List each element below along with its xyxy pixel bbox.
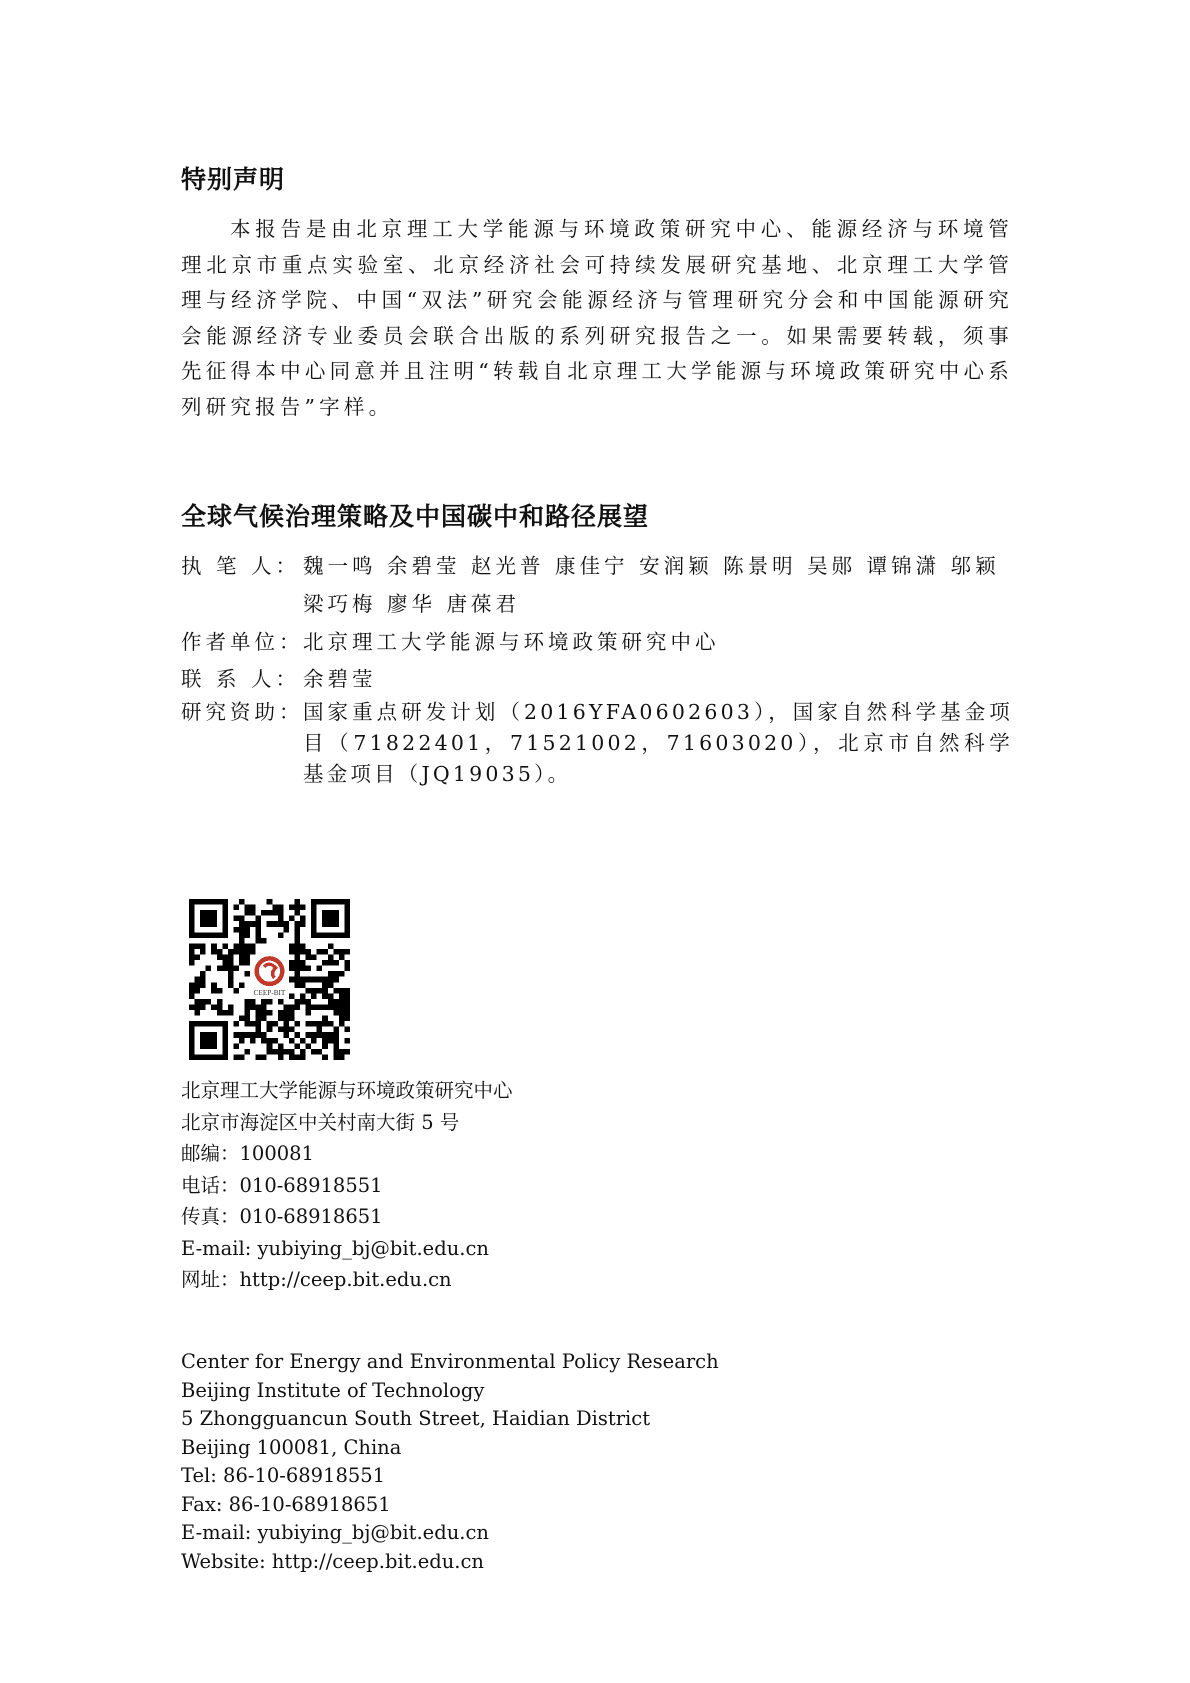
cn-website: 网址：http://ceep.bit.edu.cn <box>181 1268 452 1291</box>
cn-email: E-mail: yubiying_bj@bit.edu.cn <box>181 1236 489 1260</box>
cn-address-line: 北京市海淀区中关村南大街 5 号 <box>181 1110 460 1134</box>
cn-phone: 电话：010-68918551 <box>181 1173 383 1197</box>
affiliation-value: 北京理工大学能源与环境政策研究中心 <box>303 630 720 654</box>
authors-label: 执 笔 人： <box>181 554 301 578</box>
en-fax: Fax: 86-10-68918651 <box>181 1492 391 1516</box>
svg-text:CEEP-BIT: CEEP-BIT <box>253 989 286 998</box>
en-address-line: Center for Energy and Environmental Policy Research <box>181 1350 719 1373</box>
en-address-line: 5 Zhongguancun South Street, Haidian District <box>181 1407 651 1430</box>
cn-address-line: 北京理工大学能源与环境政策研究中心 <box>181 1079 513 1102</box>
qr-code-icon <box>189 899 350 1060</box>
chinese-address-block <box>181 1075 513 1296</box>
contact-label: 联 系 人： <box>181 667 301 691</box>
contact-value: 余碧莹 <box>303 667 377 691</box>
en-website: Website: http://ceep.bit.edu.cn <box>181 1549 484 1573</box>
report-title: 全球气候治理策略及中国碳中和路径展望 <box>181 502 650 531</box>
affiliation-label: 作者单位： <box>181 630 304 654</box>
ceep-logo <box>250 955 289 999</box>
cn-fax: 传真：010-68918651 <box>181 1205 383 1228</box>
declaration-title: 特别声明 <box>181 165 286 194</box>
funding-label: 研究资助： <box>181 700 304 724</box>
cn-postcode: 邮编：100081 <box>181 1142 314 1165</box>
en-address-line: Beijing 100081, China <box>181 1435 402 1459</box>
en-email: E-mail: yubiying_bj@bit.edu.cn <box>181 1521 489 1544</box>
funding-value: 国家重点研发计划（2016YFA0602603），国家自然科学基金项目（71822401，71521002，71603020），北京市自然科学基金项目（JQ19035）。 <box>303 700 1013 786</box>
declaration-body: 本报告是由北京理工大学能源与环境政策研究中心、能源经济与环境管理北京市重点实验室、北京经济社会可持续发展研究基地、北京理工大学管理与经济学院、中国“双法”研究会能源经济与管理研究分会和中国能源研究会能源经济专业委员会联合出版的系列研究报告之一。如果需要转载，须事先征得本中心同意并且注明“转载自北京理工大学能源与环境政策研究中心系列研究报告”字样。 <box>181 217 1013 419</box>
english-address-block <box>181 1348 719 1576</box>
authors-line-2: 梁巧梅 廖华 唐葆君 <box>303 592 521 616</box>
en-address-line: Beijing Institute of Technology <box>181 1378 485 1402</box>
en-phone: Tel: 86-10-68918551 <box>181 1464 386 1487</box>
authors-line-1: 魏一鸣 余碧莹 赵光普 康佳宁 安润颖 陈景明 吴郧 谭锦潇 邬颖 <box>303 554 1000 578</box>
